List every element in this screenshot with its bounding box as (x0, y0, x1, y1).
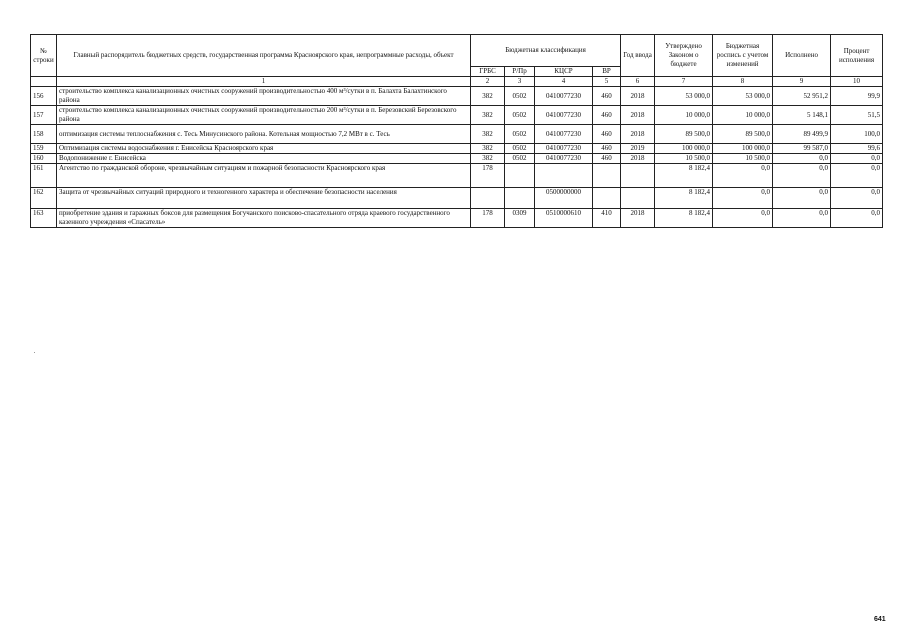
header-percent: Процент исполнения (831, 35, 883, 77)
row-percent: 99,6 (831, 144, 883, 154)
row-approved: 100 000,0 (655, 144, 713, 154)
column-number: 2 (471, 77, 505, 87)
header-grbs: ГРБС (471, 67, 505, 77)
row-number: 161 (31, 164, 57, 188)
table-row (31, 87, 883, 106)
row-kcsr (535, 164, 593, 188)
row-name: строительство комплекса канализационных очистных сооружений производительностью 400 м³/сутки в п. Балахта Балахтинского района (57, 87, 471, 106)
row-rpr: 0502 (505, 154, 535, 164)
row-year: 2018 (621, 106, 655, 125)
header-approved: Утверждено Законом о бюджете (655, 35, 713, 77)
row-schedule: 0,0 (713, 209, 773, 228)
row-executed: 99 587,0 (773, 144, 831, 154)
row-kcsr: 0510000610 (535, 209, 593, 228)
row-year (621, 188, 655, 209)
row-approved: 89 500,0 (655, 125, 713, 144)
column-number (31, 77, 57, 87)
row-executed: 89 499,9 (773, 125, 831, 144)
row-grbs: 382 (471, 106, 505, 125)
row-year: 2018 (621, 87, 655, 106)
header-year: Год ввода (621, 35, 655, 77)
row-rpr: 0502 (505, 125, 535, 144)
row-approved: 8 182,4 (655, 188, 713, 209)
header-name: Главный распорядитель бюджетных средств, государственная программа Красноярского края, непрограммные расходы, объект (57, 35, 471, 77)
row-kcsr: 0410077230 (535, 144, 593, 154)
header-vr: ВР (593, 67, 621, 77)
row-number: 159 (31, 144, 57, 154)
row-approved: 8 182,4 (655, 209, 713, 228)
row-kcsr: 0500000000 (535, 188, 593, 209)
row-schedule: 0,0 (713, 188, 773, 209)
row-kcsr: 0410077230 (535, 106, 593, 125)
row-schedule: 53 000,0 (713, 87, 773, 106)
header-row-top (31, 35, 883, 67)
row-name: Оптимизация системы водоснабжения г. Енисейска Красноярского края (57, 144, 471, 154)
row-name: Водопонижение г. Енисейска (57, 154, 471, 164)
row-year: 2018 (621, 125, 655, 144)
table-row (31, 106, 883, 125)
column-number: 4 (535, 77, 593, 87)
row-vr: 460 (593, 125, 621, 144)
row-number: 160 (31, 154, 57, 164)
row-name: Защита от чрезвычайных ситуаций природного и техногенного характера и обеспечение безопасности населения (57, 188, 471, 209)
table-row (31, 125, 883, 144)
scan-speck (34, 352, 35, 353)
row-rpr: 0502 (505, 87, 535, 106)
row-grbs: 178 (471, 209, 505, 228)
row-executed: 52 951,2 (773, 87, 831, 106)
row-approved: 53 000,0 (655, 87, 713, 106)
row-name: оптимизация системы теплоснабжения с. Тесь Минусинского района. Котельная мощностью 7,2 МВт в с. Тесь (57, 125, 471, 144)
row-schedule: 0,0 (713, 164, 773, 188)
page-number: 641 (874, 616, 886, 623)
row-rpr: 0502 (505, 144, 535, 154)
row-grbs: 382 (471, 125, 505, 144)
header-row-number: № строки (31, 35, 57, 77)
header-kcsr: КЦСР (535, 67, 593, 77)
header-budget-schedule: Бюджетная роспись с учетом изменений (713, 35, 773, 77)
table-row (31, 144, 883, 154)
row-grbs: 382 (471, 144, 505, 154)
table-row (31, 164, 883, 188)
row-percent: 0,0 (831, 188, 883, 209)
row-vr: 460 (593, 144, 621, 154)
row-executed: 5 148,1 (773, 106, 831, 125)
row-year: 2018 (621, 209, 655, 228)
header-rpr: Р/Пр (505, 67, 535, 77)
row-kcsr: 0410077230 (535, 154, 593, 164)
table-row (31, 154, 883, 164)
row-number: 163 (31, 209, 57, 228)
row-approved: 8 182,4 (655, 164, 713, 188)
row-grbs: 382 (471, 154, 505, 164)
column-number: 5 (593, 77, 621, 87)
row-vr: 460 (593, 154, 621, 164)
row-approved: 10 000,0 (655, 106, 713, 125)
row-grbs: 382 (471, 87, 505, 106)
row-executed: 0,0 (773, 188, 831, 209)
row-number: 162 (31, 188, 57, 209)
row-year: 2018 (621, 154, 655, 164)
row-vr: 410 (593, 209, 621, 228)
table-row (31, 188, 883, 209)
row-vr: 460 (593, 106, 621, 125)
column-number: 6 (621, 77, 655, 87)
column-number-row (31, 77, 883, 87)
row-approved: 10 500,0 (655, 154, 713, 164)
row-grbs: 178 (471, 164, 505, 188)
row-percent: 51,5 (831, 106, 883, 125)
row-rpr (505, 164, 535, 188)
row-year: 2019 (621, 144, 655, 154)
row-rpr: 0502 (505, 106, 535, 125)
row-name: строительство комплекса канализационных очистных сооружений производительностью 200 м³/сутки в п. Березовский Березовского района (57, 106, 471, 125)
row-executed: 0,0 (773, 209, 831, 228)
column-number: 7 (655, 77, 713, 87)
column-number: 8 (713, 77, 773, 87)
row-schedule: 89 500,0 (713, 125, 773, 144)
row-name: Агентство по гражданской обороне, чрезвычайным ситуациям и пожарной безопасности Красноярского края (57, 164, 471, 188)
row-schedule: 10 500,0 (713, 154, 773, 164)
row-percent: 0,0 (831, 154, 883, 164)
row-schedule: 10 000,0 (713, 106, 773, 125)
column-number: 1 (57, 77, 471, 87)
table-row (31, 209, 883, 228)
column-number: 10 (831, 77, 883, 87)
row-rpr: 0309 (505, 209, 535, 228)
row-vr (593, 164, 621, 188)
row-number: 157 (31, 106, 57, 125)
row-vr: 460 (593, 87, 621, 106)
row-rpr (505, 188, 535, 209)
row-number: 158 (31, 125, 57, 144)
row-grbs (471, 188, 505, 209)
row-executed: 0,0 (773, 164, 831, 188)
row-year (621, 164, 655, 188)
row-percent: 0,0 (831, 164, 883, 188)
budget-table (30, 34, 883, 228)
row-schedule: 100 000,0 (713, 144, 773, 154)
header-executed: Исполнено (773, 35, 831, 77)
row-percent: 0,0 (831, 209, 883, 228)
row-kcsr: 0410077230 (535, 125, 593, 144)
row-kcsr: 0410077230 (535, 87, 593, 106)
row-number: 156 (31, 87, 57, 106)
row-percent: 100,0 (831, 125, 883, 144)
row-executed: 0,0 (773, 154, 831, 164)
row-percent: 99,9 (831, 87, 883, 106)
header-classification: Бюджетная классификация (471, 35, 621, 67)
column-number: 3 (505, 77, 535, 87)
column-number: 9 (773, 77, 831, 87)
row-vr (593, 188, 621, 209)
row-name: приобретение здания и гаражных боксов для размещения Богучанского поисково-спасательного отряда краевого государственного казенного учреждения «Спасатель» (57, 209, 471, 228)
